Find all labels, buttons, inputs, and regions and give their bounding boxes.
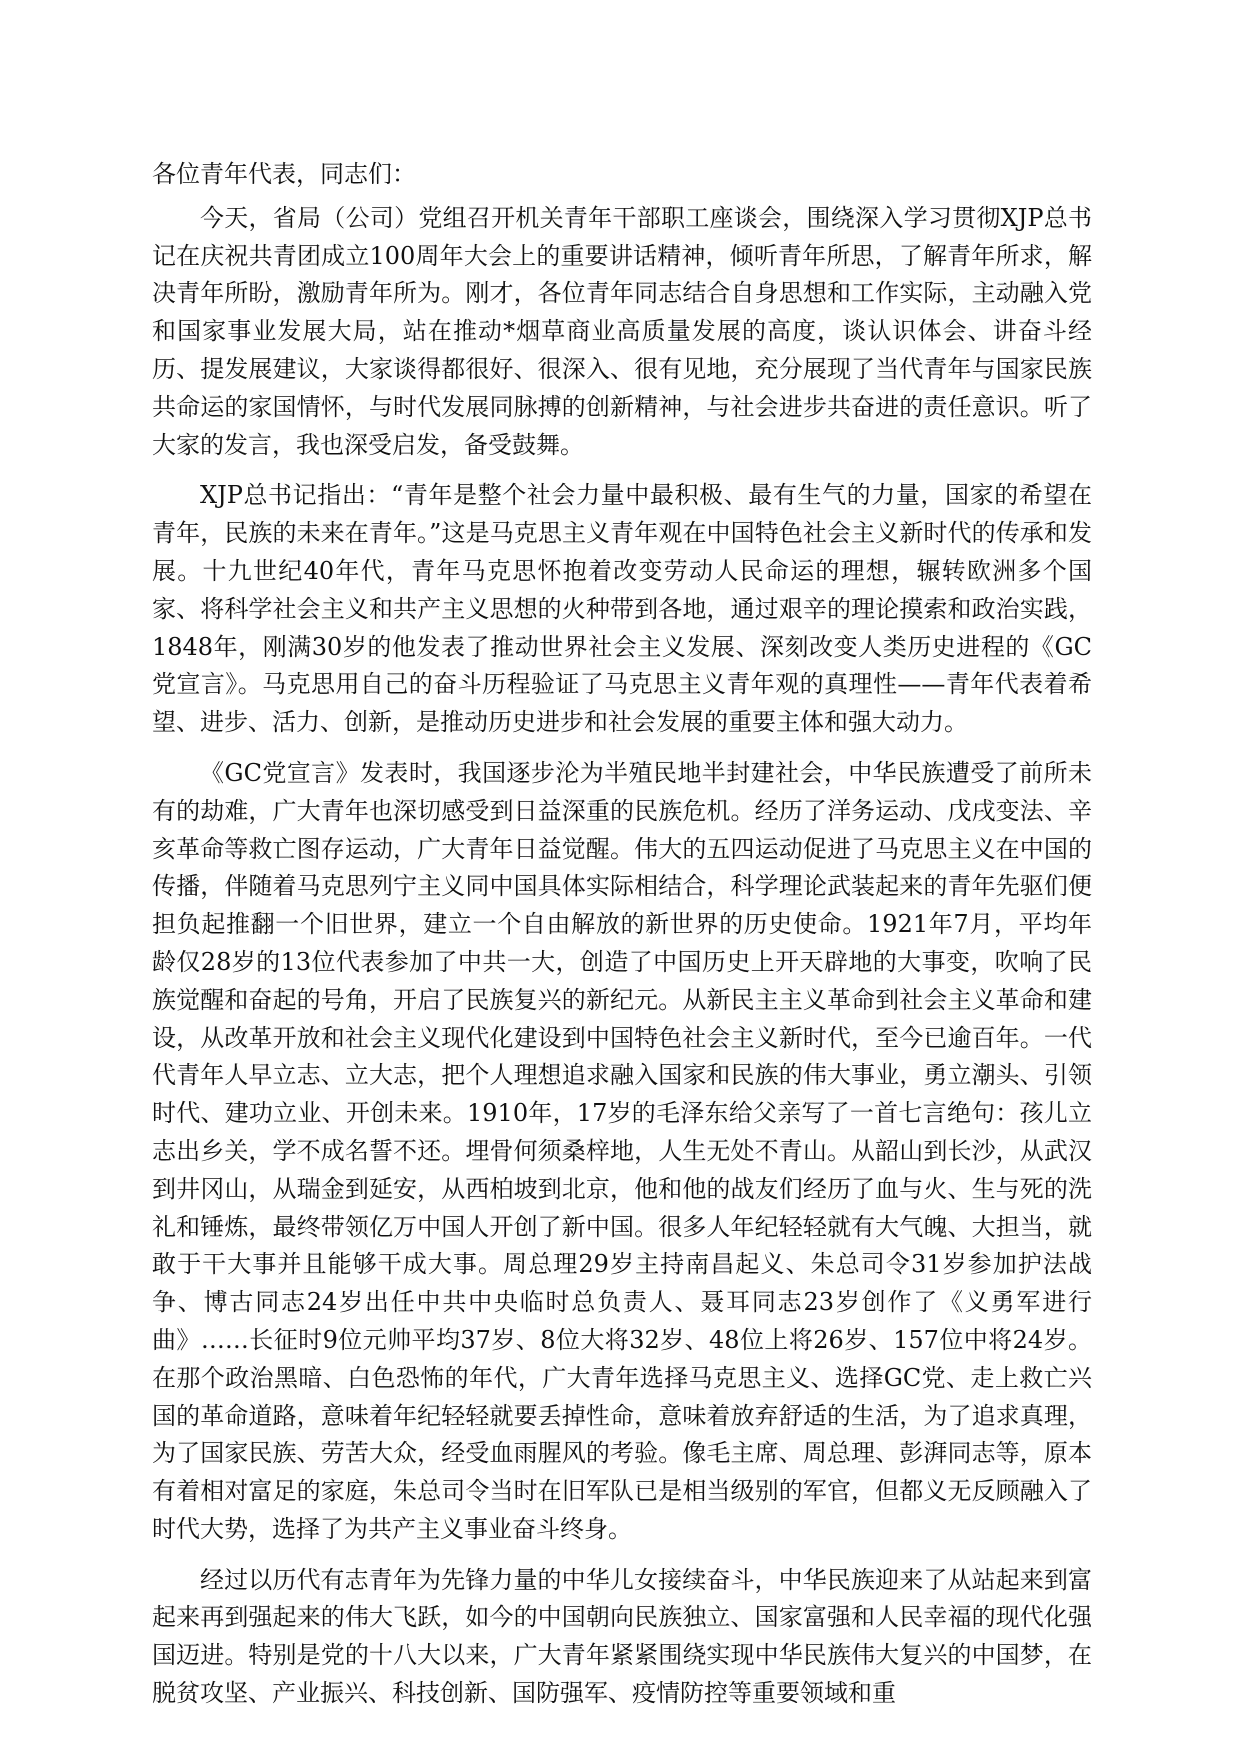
paragraph-opening: 今天，省局（公司）党组召开机关青年干部职工座谈会，围绕深入学习贯彻XJP总书记在庆祝共青团成立100周年大会上的重要讲话精神，倾听青年所思，了解青年所求，解决青年所盼，激励青年所为。刚才，各位青年同志结合自身思想和工作实际，主动融入党和国家事业发展大局，站在推动*烟草商业高质量发展的高度，谈认识体会、讲奋斗经历、提发展建议，大家谈得都很好、很深入、很有见地，充分展现了当代青年与国家民族共命运的家国情怀，与时代发展同脉搏的创新精神，与社会进步共奋进的责任意识。听了大家的发言，我也深受启发，备受鼓舞。 bbox=[152, 203, 1092, 459]
paragraph-youth-view: XJP总书记指出：“青年是整个社会力量中最积极、最有生气的力量，国家的希望在青年，民族的未来在青年。”这是马克思主义青年观在中国特色社会主义新时代的传承和发展。十九世纪40年代，青年马克思怀抱着改变劳动人民命运的理想，辗转欧洲多个国家、将科学社会主义和共产主义思想的火种带到各地，通过艰辛的理论摸索和政治实践，1848年，刚满30岁的他发表了推动世界社会主义发展、深刻改变人类历史进程的《GC党宣言》。马克思用自己的奋斗历程验证了马克思主义青年观的真理性——青年代表着希望、进步、活力、创新，是推动历史进步和社会发展的重要主体和强大动力。 bbox=[152, 481, 1092, 737]
salutation: 各位青年代表，同志们： bbox=[152, 160, 416, 188]
paragraph-history: 《GC党宣言》发表时，我国逐步沦为半殖民地半封建社会，中华民族遭受了前所未有的劫难，广大青年也深切感受到日益深重的民族危机。经历了洋务运动、戊戌变法、辛亥革命等救亡图存运动，广大青年日益觉醒。伟大的五四运动促进了马克思主义在中国的传播，伴随着马克思列宁主义同中国具体实际相结合，科学理论武装起来的青年先驱们便担负起推翻一个旧世界，建立一个自由解放的新世界的历史使命。1921年7月，平均年龄仅28岁的13位代表参加了中共一大，创造了中国历史上开天辟地的大事变，吹响了民族觉醒和奋起的号角，开启了民族复兴的新纪元。从新民主主义革命到社会主义革命和建设，从改革开放和社会主义现代化建设到中国特色社会主义新时代，至今已逾百年。一代代青年人早立志、立大志，把个人理想追求融入国家和民族的伟大事业，勇立潮头、引领时代、建功立业、开创未来。1910年，17岁的毛泽东给父亲写了一首七言绝句：孩儿立志出乡关，学不成名誓不还。埋骨何须桑梓地，人生无处不青山。从韶山到长沙，从武汉到井冈山，从瑞金到延安，从西柏坡到北京，他和他的战友们经历了血与火、生与死的洗礼和锤炼，最终带领亿万中国人开创了新中国。很多人年纪轻轻就有大气魄、大担当，就敢于干大事并且能够干成大事。周总理29岁主持南昌起义、朱总司令31岁参加护法战争、博古同志24岁出任中共中央临时总负责人、聂耳同志23岁创作了《义勇军进行曲》……长征时9位元帅平均37岁、8位大将32岁、48位上将26岁、157位中将24岁。在那个政治黑暗、白色恐怖的年代，广大青年选择马克思主义、选择GC党、走上救亡兴国的革命道路，意味着年纪轻轻就要丢掉性命，意味着放弃舒适的生活，为了追求真理，为了国家民族、劳苦大众，经受血雨腥风的考验。像毛主席、周总理、彭湃同志等，原本有着相对富足的家庭，朱总司令当时在旧军队已是相当级别的军官，但都义无反顾融入了时代大势，选择了为共产主义事业奋斗终身。 bbox=[152, 758, 1092, 1543]
paragraph-new-era: 经过以历代有志青年为先锋力量的中华儿女接续奋斗，中华民族迎来了从站起来到富起来再到强起来的伟大飞跃，如今的中国朝向民族独立、国家富强和人民幸福的现代化强国迈进。特别是党的十八大以来，广大青年紧紧围绕实现中华民族伟大复兴的中国梦，在脱贫攻坚、产业振兴、科技创新、国防强军、疫情防控等重要领域和重 bbox=[152, 1565, 1092, 1708]
speech-body bbox=[152, 156, 1092, 1726]
